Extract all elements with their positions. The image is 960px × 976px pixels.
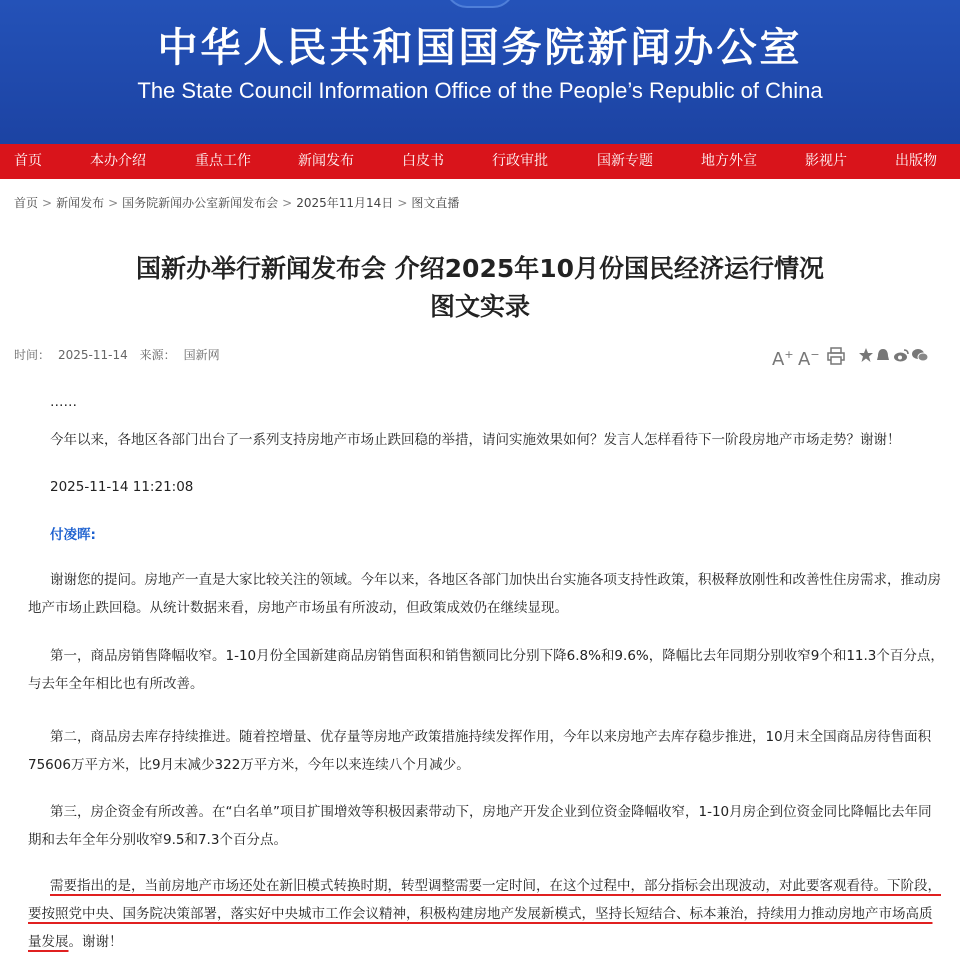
highlighted-text: 需要指出的是，当前房地产市场还处在新旧模式转换时期，转型调整需要一定时间，在这个过程中，部分指标会出现波动，对此要客观看待。下阶段，要按照党中央、国务院决策部署，落实好中央城市工作会议精神，积极构建房地产发展新模式，坚持长短结合、标本兼治，持续用力推动房地产市场高质量发展 (28, 878, 941, 950)
site-banner (0, 0, 960, 144)
answer-paragraph-second: 第二，商品房去库存持续推进。随着控增量、优存量等房地产政策措施持续发挥作用，今年以来房地产去库存稳步推进，10月末全国商品房待售面积75606万平方米，比9月末减少322万平方米，今年以来连续八个月减少。 (28, 729, 932, 773)
breadcrumb-home[interactable]: 首页 (14, 196, 39, 210)
nav-item-about[interactable]: 本办介绍 (90, 153, 146, 169)
print-icon[interactable] (826, 344, 846, 366)
weibo-icon[interactable] (893, 344, 910, 366)
wechat-icon[interactable] (911, 344, 929, 366)
nav-item-whitepaper[interactable]: 白皮书 (402, 153, 444, 169)
breadcrumb-press-conference[interactable]: 国务院新闻办公室新闻发布会 (122, 196, 279, 210)
page-title-line1: 国新办举行新闻发布会 介绍2025年10月份国民经济运行情况 (135, 254, 825, 283)
font-increase-icon[interactable]: A+ (772, 348, 794, 370)
time-label: 时间： (14, 348, 51, 362)
source-value: 国新网 (183, 348, 220, 362)
nav-item-publications[interactable]: 出版物 (895, 153, 937, 169)
answer-paragraph-third: 第三，房企资金有所改善。在“白名单”项目扩围增效等积极因素带动下，房地产开发企业到位资金降幅收窄，1-10月房企到位资金同比降幅比去年同期和去年全年分别收窄9.5和7.3个百分点。 (28, 804, 932, 848)
nav-item-key-work[interactable]: 重点工作 (195, 153, 251, 169)
closing-text: 。谢谢！ (68, 934, 123, 950)
breadcrumb-separator: > (397, 196, 408, 210)
breadcrumb-date[interactable]: 2025年11月14日 (296, 196, 394, 210)
favorite-icon[interactable] (858, 344, 874, 366)
site-title-cn[interactable]: 中华人民共和国国务院新闻办公室 (157, 25, 803, 71)
source-label: 来源： (139, 348, 176, 362)
nav-item-admin-approval[interactable]: 行政审批 (492, 153, 548, 169)
answer-paragraph-first: 第一，商品房销售降幅收窄。1-10月份全国新建商品房销售面积和销售额同比分别下降6.8%和9.6%，降幅比去年同期分别收窄9个和11.3个百分点，与去年全年相比也有所改善。 (28, 648, 944, 692)
nav-item-news[interactable]: 新闻发布 (298, 153, 354, 169)
breadcrumb (14, 193, 459, 213)
nav-item-video[interactable]: 影视片 (805, 153, 847, 169)
time-value: 2025-11-14 (58, 348, 128, 362)
answer-timestamp: 2025-11-14 11:21:08 (50, 479, 194, 495)
breadcrumb-live[interactable]: 图文直播 (411, 196, 460, 210)
font-decrease-icon[interactable]: A− (798, 348, 820, 370)
nav-item-local[interactable]: 地方外宣 (701, 153, 757, 169)
breadcrumb-separator: > (42, 196, 53, 210)
answer-paragraph-intro: 谢谢您的提问。房地产一直是大家比较关注的领域。今年以来，各地区各部门加快出台实施各项支持性政策，积极释放刚性和改善性住房需求，推动房地产市场止跌回稳。从统计数据来看，房地产市场虽有所波动，但政策成效仍在继续显现。 (28, 572, 941, 616)
main-nav (0, 144, 960, 179)
site-title-en[interactable]: The State Council Information Office of the People’s Republic of China (137, 78, 823, 103)
breadcrumb-separator: > (282, 196, 293, 210)
answer-paragraph-conclusion (28, 872, 944, 956)
qzone-icon[interactable] (875, 344, 891, 366)
page-title-line2: 图文实录 (429, 292, 530, 321)
article-meta (14, 346, 228, 363)
nav-item-special[interactable]: 国新专题 (597, 153, 653, 169)
breadcrumb-news[interactable]: 新闻发布 (56, 196, 105, 210)
reporter-question: 今年以来，各地区各部门出台了一系列支持房地产市场止跌回稳的举措，请问实施效果如何？发言人怎样看待下一阶段房地产市场走势？谢谢！ (50, 432, 901, 448)
breadcrumb-separator: > (108, 196, 119, 210)
page-title (0, 250, 960, 326)
nav-item-home[interactable]: 首页 (14, 153, 42, 169)
speaker-name: 付凌晖: (50, 527, 96, 543)
ellipsis-text: …… (50, 394, 77, 410)
national-emblem-icon (445, 0, 515, 8)
